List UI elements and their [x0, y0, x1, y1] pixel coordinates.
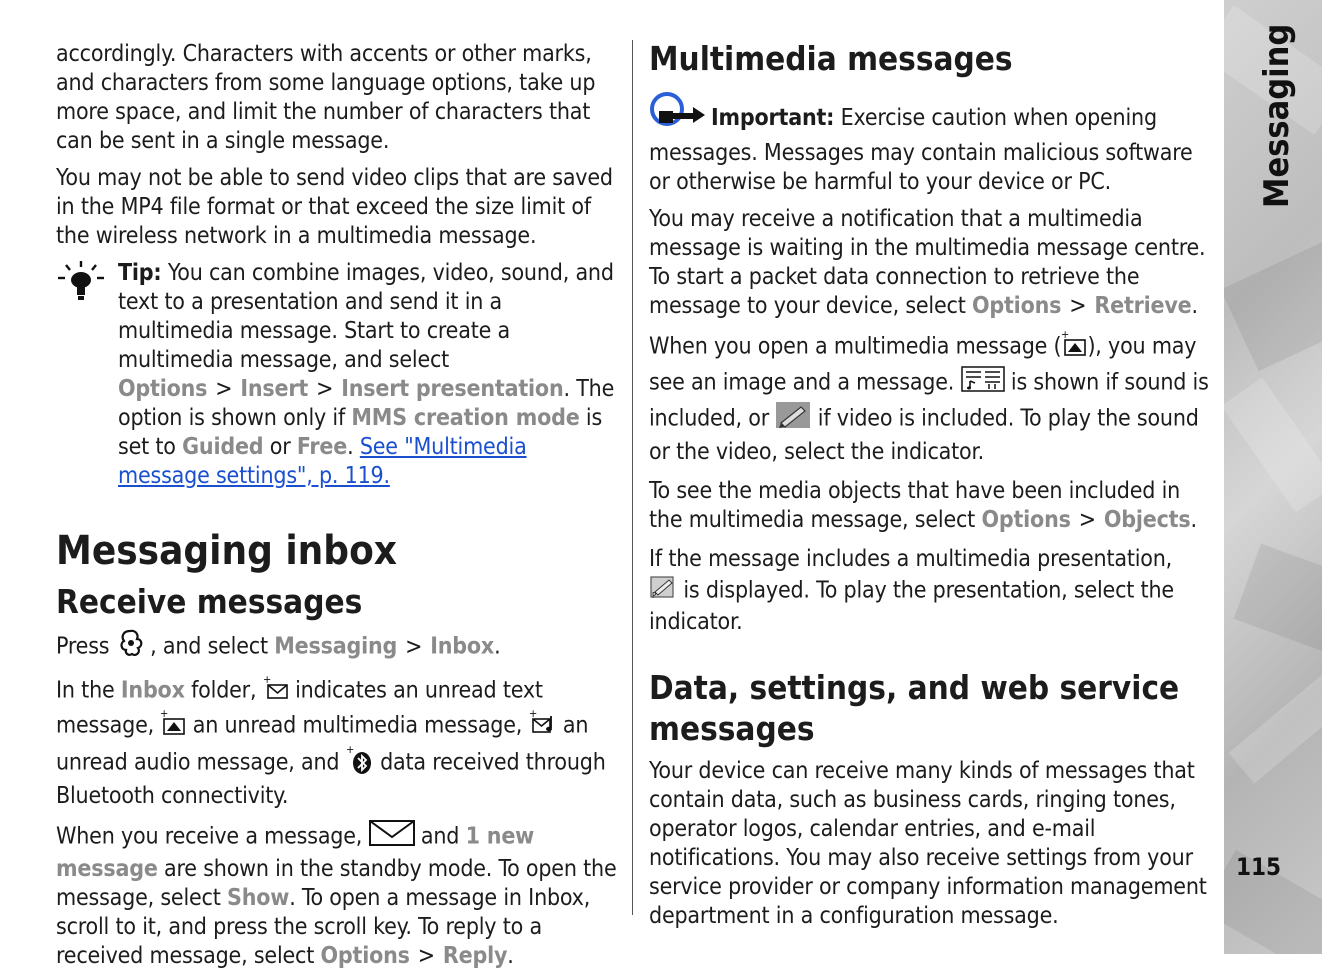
unread-multimedia-message-icon — [160, 708, 186, 744]
paragraph-open-mms: When you open a multimedia message ( + ), you may see an image and a message. is shown if sound is included, or if video is included. To play the sound or the video, select the indicator. — [649, 329, 1209, 465]
multimedia-message-icon — [1061, 329, 1087, 365]
paragraph-receive-message: When you receive a message, and 1 new message are shown in the standby mode. To open the message, select Show. To open a message in Inbox, scroll to it, and press the scroll key. To reply to a received message, select Options > Reply. — [56, 819, 618, 971]
bluetooth-data-icon — [346, 744, 374, 782]
section-tab-label: Messaging — [1257, 23, 1297, 208]
svg-text:+: + — [345, 744, 354, 756]
svg-text:+: + — [262, 674, 271, 686]
presentation-indicator-icon[interactable] — [649, 574, 677, 608]
svg-text:P: P — [652, 591, 657, 600]
mms-settings-link[interactable]: See "Multimedia message settings", p. 119. — [118, 434, 527, 489]
svg-text:+: + — [1061, 329, 1070, 341]
menu-key-icon — [116, 628, 144, 666]
svg-text:+: + — [160, 708, 169, 720]
new-message-envelope-icon — [369, 819, 415, 855]
paragraph-media-objects: To see the media objects that have been included in the multimedia message, select Options > Objects. — [649, 478, 1197, 533]
right-column — [649, 36, 1211, 931]
subheading-multimedia-messages: Multimedia messages — [649, 39, 1013, 78]
subheading-receive-messages: Receive messages — [56, 582, 363, 621]
tip-lightbulb-icon — [56, 259, 106, 309]
paragraph-mms-notification: You may receive a notification that a multimedia message is waiting in the multimedia message centre. To start a packet data connection to retrieve the message to your device, select Options > Retrieve. — [649, 206, 1206, 319]
subheading-data-settings-web: Data, settings, and web service messages — [649, 668, 1180, 748]
paragraph-video-limits: You may not be able to send video clips that are saved in the MP4 file format or that exceed the size limit of the wireless network in a multimedia message. — [56, 165, 613, 249]
paragraph-press-key: Press , and select Messaging > Inbox. — [56, 628, 618, 666]
paragraph-char-limits: accordingly. Characters with accents or other marks, and characters from some language options, take up more space, and limit the number of characters that can be sent in a single message. — [56, 41, 596, 154]
paragraph-presentation: If the message includes a multimedia presentation, P is displayed. To play the presentation, select the indicator. — [649, 546, 1174, 635]
unread-audio-message-icon — [529, 708, 557, 744]
video-indicator-icon[interactable] — [775, 401, 811, 437]
paragraph-inbox-indicators: In the Inbox folder, + indicates an unread text message, + an unread multimedia message, + an unread audio message, and + data received through Bluetooth connectivity. — [56, 674, 606, 809]
svg-text:+: + — [528, 708, 537, 720]
section-heading-messaging-inbox: Messaging inbox — [56, 528, 397, 574]
column-divider — [632, 40, 633, 915]
important-note: Important: Exercise caution when opening messages. Messages may contain malicious software or otherwise be harmful to your device or PC. — [649, 91, 1211, 197]
tip-box — [56, 259, 618, 491]
sound-indicator-icon[interactable] — [961, 365, 1005, 401]
left-column — [56, 36, 618, 971]
important-hand-icon — [649, 91, 707, 139]
unread-text-message-icon — [263, 674, 289, 708]
tip-text: Tip: You can combine images, video, sound, and text to a presentation and send it in a multimedia message. Start to create a multimedia message, and select Options > Insert > Insert presentation. The option is shown only if MMS creation mode is set to Guided or Free. See "Multimedia message settings", p. 119. — [118, 260, 615, 489]
page-number: 115 — [1236, 853, 1282, 881]
paragraph-data-messages: Your device can receive many kinds of messages that contain data, such as business cards, ringing tones, operator logos, calendar entries, and e-mail notifications. You may also receive settings from your service provider or company information management department in a configuration message. — [649, 758, 1207, 929]
